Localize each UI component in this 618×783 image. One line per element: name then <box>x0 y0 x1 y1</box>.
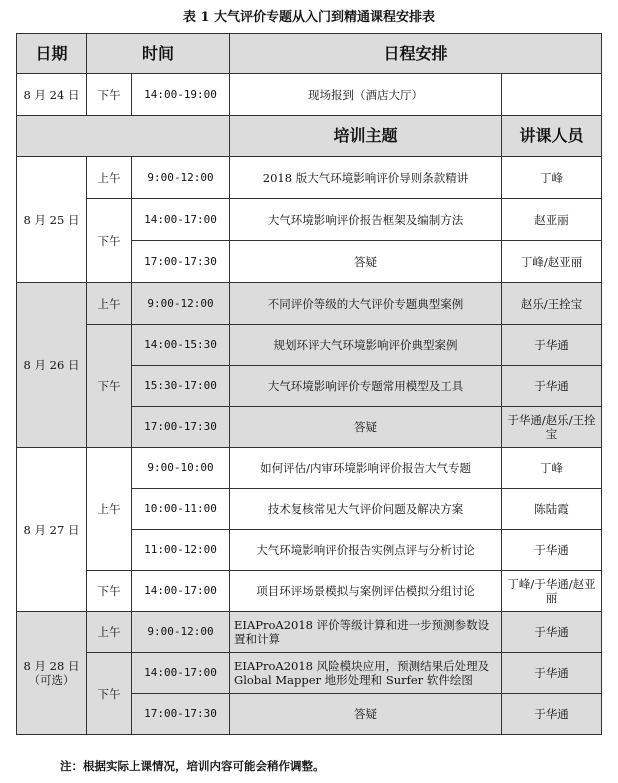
schedule-table <box>16 33 602 735</box>
topic-cell: 规划环评大气环境影响评价典型案例 <box>230 325 502 366</box>
lecturer-cell: 于华通 <box>502 653 602 694</box>
table-row <box>17 283 602 325</box>
lecturer-cell: 于华通 <box>502 530 602 571</box>
footnote: 注：根据实际上课情况，培训内容可能会稍作调整。 <box>60 759 325 773</box>
topic-cell: 大气环境影响评价专题常用模型及工具 <box>230 366 502 407</box>
topic-cell: 答疑 <box>230 407 502 448</box>
lecturer-cell: 于华通 <box>502 325 602 366</box>
topic-cell: 2018 版大气环境影响评价导则条款精讲 <box>230 157 502 199</box>
time-cell: 14:00-17:00 <box>132 199 230 241</box>
period-cell: 上午 <box>87 612 132 653</box>
time-cell: 15:30-17:00 <box>132 366 230 407</box>
lecturer-cell: 于华通 <box>502 612 602 653</box>
topic-cell: 大气环境影响评价报告实例点评与分析讨论 <box>230 530 502 571</box>
topic-cell: 大气环境影响评价报告框架及编制方法 <box>230 199 502 241</box>
table-caption: 表 1 大气评价专题从入门到精通课程安排表 <box>182 10 436 25</box>
table-row <box>17 325 602 366</box>
date-text: 8 月 28 日 <box>23 659 80 673</box>
table-row <box>17 157 602 199</box>
topic-cell: 现场报到（酒店大厅） <box>230 74 502 116</box>
time-cell: 14:00-15:30 <box>132 325 230 366</box>
lecturer-cell: 赵亚丽 <box>502 199 602 241</box>
lecturer-cell: 丁峰 <box>502 448 602 489</box>
lecturer-cell: 丁峰/赵亚丽 <box>502 241 602 283</box>
subheader-row <box>17 116 602 157</box>
time-cell: 9:00-12:00 <box>132 157 230 199</box>
table-row <box>17 74 602 116</box>
period-cell: 上午 <box>87 448 132 571</box>
topic-cell: 项目环评场景模拟与案例评估模拟分组讨论 <box>230 571 502 612</box>
time-cell: 14:00-17:00 <box>132 571 230 612</box>
time-cell: 14:00-17:00 <box>132 653 230 694</box>
topic-cell: 不同评价等级的大气评价专题典型案例 <box>230 283 502 325</box>
time-cell: 10:00-11:00 <box>132 489 230 530</box>
period-cell: 上午 <box>87 283 132 325</box>
table-row <box>17 653 602 694</box>
header-row <box>17 34 602 74</box>
period-cell: 下午 <box>87 571 132 612</box>
table-row <box>17 199 602 241</box>
lecturer-cell: 于华通 <box>502 366 602 407</box>
header-schedule: 日程安排 <box>230 34 602 74</box>
lecturer-cell: 丁峰 <box>502 157 602 199</box>
time-cell: 9:00-12:00 <box>132 283 230 325</box>
topic-cell: 技术复核常见大气评价问题及解决方案 <box>230 489 502 530</box>
table-row <box>17 448 602 489</box>
period-cell: 下午 <box>87 199 132 283</box>
lecturer-cell: 于华通 <box>502 694 602 735</box>
date-cell: 8 月 27 日 <box>17 448 87 612</box>
date-cell: 8 月 25 日 <box>17 157 87 283</box>
topic-cell: EIAProA2018 评价等级计算和进一步预测参数设置和计算 <box>230 612 502 653</box>
lecturer-cell <box>502 74 602 116</box>
lecturer-cell: 于华通/赵乐/王拴宝 <box>502 407 602 448</box>
time-cell: 9:00-12:00 <box>132 612 230 653</box>
subheader-blank <box>17 116 230 157</box>
time-cell: 17:00-17:30 <box>132 694 230 735</box>
topic-cell: EIAProA2018 风险模块应用，预测结果后处理及 Global Mapper 地形处理和 Surfer 软件绘图 <box>230 653 502 694</box>
date-cell: 8 月 24 日 <box>17 74 87 116</box>
header-topic: 培训主题 <box>230 116 502 157</box>
period-cell: 下午 <box>87 74 132 116</box>
time-cell: 17:00-17:30 <box>132 241 230 283</box>
header-time: 时间 <box>87 34 230 74</box>
topic-cell: 答疑 <box>230 694 502 735</box>
time-cell: 14:00-19:00 <box>132 74 230 116</box>
period-cell: 上午 <box>87 157 132 199</box>
lecturer-cell: 赵乐/王拴宝 <box>502 283 602 325</box>
time-cell: 9:00-10:00 <box>132 448 230 489</box>
date-optional-note: （可选） <box>28 673 75 687</box>
date-cell: 8 月 26 日 <box>17 283 87 448</box>
lecturer-cell: 丁峰/于华通/赵亚丽 <box>502 571 602 612</box>
lecturer-cell: 陈陆霞 <box>502 489 602 530</box>
time-cell: 11:00-12:00 <box>132 530 230 571</box>
header-date: 日期 <box>17 34 87 74</box>
date-cell <box>17 612 87 735</box>
topic-cell: 如何评估/内审环境影响评价报告大气专题 <box>230 448 502 489</box>
time-cell: 17:00-17:30 <box>132 407 230 448</box>
topic-cell: 答疑 <box>230 241 502 283</box>
table-row <box>17 571 602 612</box>
period-cell: 下午 <box>87 325 132 448</box>
table-row <box>17 612 602 653</box>
header-lecturer: 讲课人员 <box>502 116 602 157</box>
period-cell: 下午 <box>87 653 132 735</box>
